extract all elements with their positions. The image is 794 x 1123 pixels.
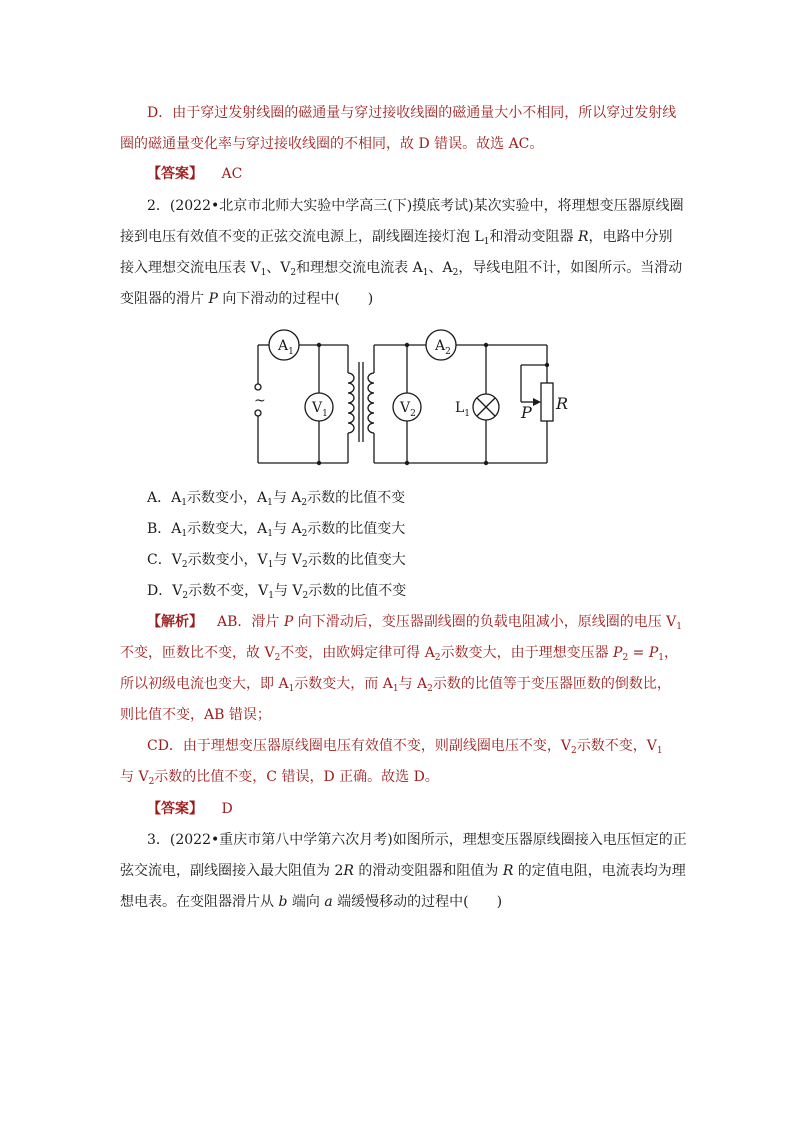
q3-line1: 3．(2022•重庆市第八中学第六次月考)如图所示，理想变压器原线圈接入电压恒定的正	[147, 832, 687, 848]
q2-option-c: C．$V_2$示数变小，$V_1$与 $V_2$示数的比值变大	[147, 552, 406, 570]
q2-analysis-line6: 与 $V_2$示数的比值不变，C 错误，D 正确。故选 D。	[120, 769, 439, 787]
l1-label: $L_1$	[455, 400, 471, 419]
slider-arrow-icon	[533, 398, 541, 406]
a1-label: $A_1$	[278, 338, 294, 357]
q3-line2: 弦交流电，副线圈接入最大阻值为 2R 的滑动变阻器和阻值为 R 的定值电阻，电流表均为理	[120, 863, 686, 879]
q2-option-d: D．$V_2$示数不变，$V_1$与 $V_2$示数的比值不变	[147, 583, 407, 601]
answer-tag: 【答案】	[147, 166, 203, 182]
q2-line4: 变阻器的滑片 P 向下滑动的过程中( )	[120, 291, 374, 307]
v2-label: $V_2$	[400, 400, 416, 419]
q2-option-a: A．$A_1$示数变小，$A_1$与 $A_2$示数的比值不变	[147, 490, 406, 508]
answer-value: AC	[221, 166, 243, 182]
q2-answer: 【答案】 D	[147, 801, 233, 817]
q2-analysis-line3: 所以初级电流也变大，即 $A_1$示数变大，而 $A_1$与 $A_2$示数的比值等于变压器匝数的倒数比，	[120, 676, 671, 694]
a2-label: $A_2$	[435, 338, 451, 357]
source-terminal-top	[255, 384, 261, 390]
q2-option-b: B．$A_1$示数变大，$A_1$与 $A_2$示数的比值变大	[147, 521, 406, 539]
ac-source-symbol: ~	[254, 393, 266, 409]
source-terminal-bottom	[255, 410, 261, 416]
q2-line3: 接入理想交流电压表 $V_1$、$V_2$和理想交流电流表 $A_1$、$A_2$，导线电阻不计，如图所示。当滑动	[120, 260, 683, 278]
q3-line3: 想电表。在变阻器滑片从 b 端向 a 端缓慢移动的过程中( )	[120, 894, 503, 910]
q2-analysis-line5: CD．由于理想变压器原线圈电压有效值不变，则副线圈电压不变，$V_2$示数不变，$V_1$	[147, 738, 663, 756]
prev-solution-d-line1: D．由于穿过发射线圈的磁通量与穿过接收线圈的磁通量大小不相同，所以穿过发射线	[147, 105, 677, 121]
resistor-r-label: R	[556, 394, 569, 413]
q2-analysis-line2: 不变，匝数比不变，故 $V_2$不变，由欧姆定律可得 $A_2$示数变大，由于理想变压器 $P_2 = P_1$，	[120, 645, 678, 663]
q2-analysis-line1: 【解析】 AB．滑片 P 向下滑动后，变压器副线圈的负载电阻减小，原线圈的电压 $V_1$	[147, 614, 683, 632]
prev-solution-d-line2: 圈的磁通量变化率与穿过接收线圈的不相同，故 D 错误。故选 AC。	[120, 136, 544, 152]
resistor-r	[541, 383, 553, 421]
q2-line1: 2．(2022•北京市北师大实验中学高三(下)摸底考试)某次实验中，将理想变压器原线圈	[147, 198, 684, 214]
q2-analysis-line4: 则比值不变，AB 错误；	[120, 707, 271, 723]
v1-label: $V_1$	[312, 400, 328, 419]
q2-line2: 接到电压有效值不变的正弦交流电源上，副线圈连接灯泡 $L_1$和滑动变阻器 R，电路中分别	[120, 229, 673, 247]
slider-p-label: P	[521, 403, 532, 422]
